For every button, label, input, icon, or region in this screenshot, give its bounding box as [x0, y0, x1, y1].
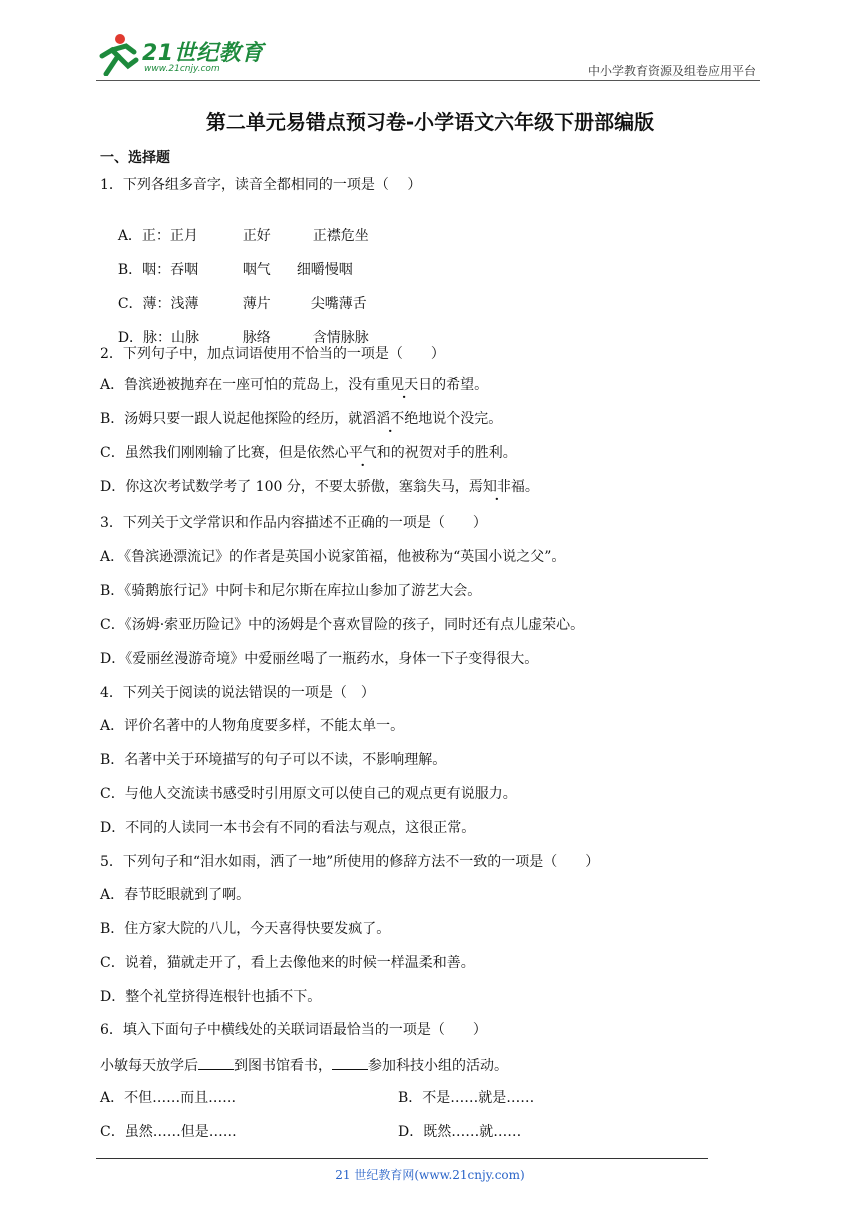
page-header	[96, 30, 756, 80]
question-2-stem: 2．下列句子中，加点词语使用不恰当的一项是（ ）	[100, 346, 445, 362]
option-text: 脉络	[242, 330, 271, 346]
question-3-option-c[interactable]: C．《汤姆·索亚历险记》中的汤姆是个喜欢冒险的孩子，同时还有点儿虚荣心。	[100, 617, 585, 633]
option-text: 咽气	[242, 262, 271, 278]
question-5-option-d[interactable]: D．整个礼堂挤得连根针也插不下。	[100, 989, 322, 1005]
question-3-option-b[interactable]: B．《骑鹅旅行记》中阿卡和尼尔斯在库拉山参加了游艺大会。	[100, 583, 482, 599]
sentence-text: 参加科技小组的活动。	[368, 1058, 508, 1074]
question-2-option-c[interactable]	[100, 444, 517, 462]
question-4-option-b[interactable]: B．名著中关于环境描写的句子可以不读，不影响理解。	[100, 752, 447, 768]
emphasized-phrase: 重见天日	[376, 377, 433, 393]
question-3-option-a[interactable]: A．《鲁滨逊漂流记》的作者是英国小说家笛福，他被称为“英国小说之父”。	[100, 549, 566, 565]
option-text: A．正：正月	[117, 228, 198, 244]
option-text: 薄片	[242, 296, 271, 312]
site-logo[interactable]	[96, 30, 271, 78]
option-text: 尖嘴薄舌	[310, 296, 367, 312]
question-6-option-c[interactable]: C．虽然……但是……	[100, 1124, 237, 1140]
question-6-option-d[interactable]: D．既然……就……	[398, 1124, 522, 1140]
question-4-option-d[interactable]: D．不同的人读同一本书会有不同的看法与观点，这很正常。	[100, 820, 476, 836]
question-4-stem: 4．下列关于阅读的说法错误的一项是（ ）	[100, 685, 375, 701]
question-6-option-b[interactable]: B．不是……就是……	[398, 1090, 535, 1106]
option-text: D．你这次考试数学考了 100 分，不要太骄傲，塞翁失马，	[100, 479, 469, 495]
question-5-option-a[interactable]: A．春节眨眼就到了啊。	[100, 887, 251, 903]
header-divider	[96, 80, 760, 81]
sentence-text: 到图书馆看书，	[234, 1058, 332, 1074]
question-1-stem: 1．下列各组多音字，读音全都相同的一项是（ ）	[100, 177, 422, 193]
option-text: 的希望。	[432, 377, 489, 393]
emphasized-phrase: 焉知非福	[468, 479, 525, 495]
logo-text: 21世纪教育	[142, 41, 264, 66]
footer-divider	[96, 1158, 708, 1159]
question-6-sentence	[100, 1055, 508, 1075]
logo-url: www.21cnjy.com	[144, 64, 220, 74]
option-text: 细嚼慢咽	[296, 262, 353, 278]
emphasized-phrase: 心平气和	[334, 445, 391, 461]
question-4-option-a[interactable]: A．评价名著中的人物角度要多样，不能太单一。	[100, 718, 405, 734]
question-6-option-a[interactable]: A．不但……而且……	[100, 1090, 237, 1106]
option-text: 。	[524, 479, 539, 495]
footer-link[interactable]: 21 世纪教育网(www.21cnjy.com)	[335, 1168, 525, 1182]
question-4-option-c[interactable]: C．与他人交流读书感受时引用原文可以使自己的观点更有说服力。	[100, 786, 517, 802]
question-3-option-d[interactable]: D．《爱丽丝漫游奇境》中爱丽丝喝了一瓶药水，身体一下子变得很大。	[100, 651, 539, 667]
option-text: C．薄：浅薄	[117, 296, 199, 312]
question-5-option-b[interactable]: B．住方家大院的八儿，今天喜得快要发疯了。	[100, 921, 391, 937]
option-text: B．汤姆只要一跟人说起他探险的经历，就	[100, 411, 363, 427]
option-text: 正襟危坐	[312, 228, 369, 244]
runner-icon	[96, 30, 142, 76]
question-6-stem: 6．填入下面句子中横线处的关联词语最恰当的一项是（ ）	[100, 1022, 487, 1038]
option-text: 地说个没完。	[418, 411, 503, 427]
answer-blank[interactable]	[332, 1055, 368, 1070]
option-text: 正好	[242, 228, 271, 244]
option-text: D．脉：山脉	[117, 330, 200, 346]
option-text: A．鲁滨逊被抛弃在一座可怕的荒岛上，没有	[100, 377, 377, 393]
question-3-stem: 3．下列关于文学常识和作品内容描述不正确的一项是（ ）	[100, 515, 487, 531]
option-text: B．咽：吞咽	[117, 262, 199, 278]
emphasized-phrase: 滔滔不绝	[362, 411, 419, 427]
question-5-option-c[interactable]: C．说着，猫就走开了，看上去像他来的时候一样温柔和善。	[100, 955, 475, 971]
question-5-stem: 5．下列句子和“泪水如雨，洒了一地”所使用的修辞方法不一致的一项是（ ）	[100, 854, 600, 870]
question-2-option-b[interactable]	[100, 410, 502, 428]
sentence-text: 小敏每天放学后	[100, 1058, 198, 1074]
option-text: C．虽然我们刚刚输了比赛，但是依然	[100, 445, 335, 461]
page-title: 第二单元易错点预习卷-小学语文六年级下册部编版	[205, 110, 655, 134]
platform-name: 中小学教育资源及组卷应用平台	[587, 64, 756, 78]
section-heading: 一、选择题	[100, 150, 170, 166]
question-2-option-a[interactable]	[100, 376, 488, 394]
answer-blank[interactable]	[198, 1055, 234, 1070]
option-text: 含情脉脉	[312, 330, 369, 346]
question-2-option-d[interactable]	[100, 478, 539, 496]
option-text: 的祝贺对手的胜利。	[390, 445, 517, 461]
